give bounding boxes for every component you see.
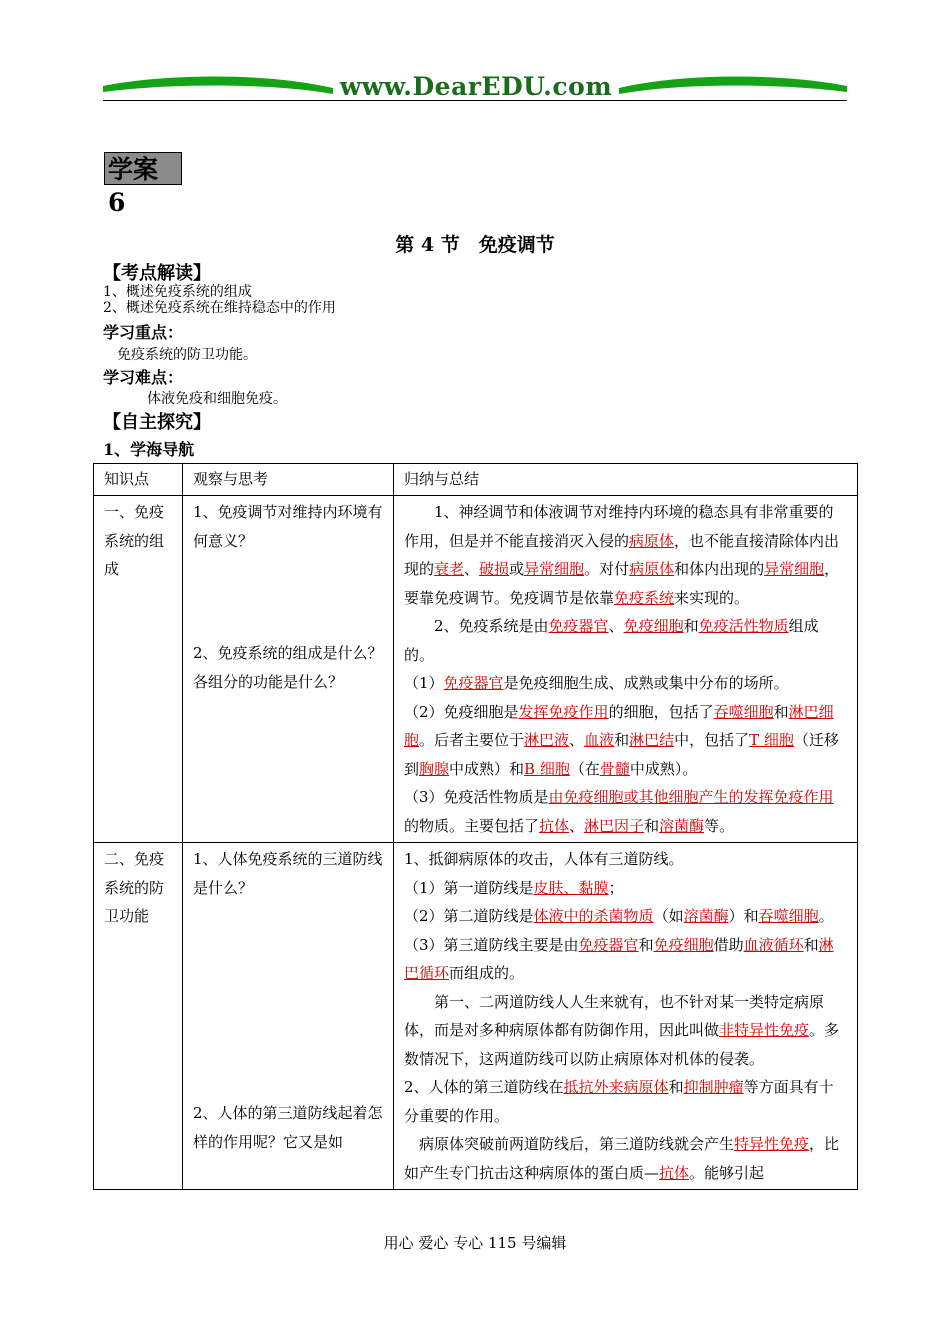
summary-para <box>404 931 847 988</box>
answer-blank: 抑制肿瘤 <box>683 1078 744 1096</box>
knowledge-cell: 二、免疫系统的防卫功能 <box>94 843 183 1190</box>
summary-para <box>404 902 847 931</box>
question-text: 1、免疫调节对维持内环境有何意义？ <box>193 503 383 550</box>
answer-blank: 非特异性免疫 <box>719 1021 810 1039</box>
summary-para <box>404 669 847 698</box>
summary-text: 病原体突破前两道防线后，第三道防线就会产生 <box>404 1135 735 1153</box>
summary-text: 中，包括了 <box>674 731 750 749</box>
answer-blank: 淋巴循环 <box>404 935 834 982</box>
summary-text: 。 <box>818 907 834 925</box>
answer-blank: 由免疫细胞或其他细胞产生的发挥免疫作用 <box>548 788 834 806</box>
summary-text: （在 <box>569 759 600 778</box>
section-nandian: 学习难点： <box>103 368 184 387</box>
answer-blank: 免疫器官 <box>443 674 504 692</box>
summary-text: 是免疫细胞生成、成熟或集中分布的场所。 <box>503 674 789 692</box>
summary-text: 和 <box>803 935 819 954</box>
answer-blank: 抗体 <box>659 1163 690 1182</box>
summary-text: 1、神经调节和体液调节对维持内环境的稳态具有非常重要的作用，但是并不能直接消灭入侵的 <box>404 503 834 550</box>
summary-text: （1）第一道防线是 <box>404 878 534 897</box>
summary-text: 来实现的。 <box>674 588 750 607</box>
answer-blank: 破损 <box>479 560 510 578</box>
answer-blank: 溶菌酶 <box>683 907 729 925</box>
answer-blank: 淋巴细胞 <box>404 702 834 749</box>
section-kaodian: 【考点解读】 <box>103 263 211 284</box>
summary-text: 等方面具有十分重要的作用。 <box>404 1078 834 1125</box>
section-xuehai: 1、学海导航 <box>103 440 195 459</box>
summary-text: 和 <box>644 816 660 835</box>
summary-text: 的物质。主要包括了 <box>404 816 540 835</box>
answer-blank: 溶菌酶 <box>659 816 705 835</box>
summary-text: 2、人体的第三道防线在 <box>404 1078 564 1096</box>
summary-text: （2）第二道防线是 <box>404 907 534 925</box>
summary-text: （如 <box>653 907 684 925</box>
summary-text: 、 <box>569 816 585 835</box>
summary-text: ，比如产生专门抗击这种病原体的蛋白质— <box>404 1135 840 1182</box>
summary-text: ，也不能直接清除体内出现的 <box>404 531 840 578</box>
summary-text: （2）免疫细胞是 <box>404 702 519 721</box>
header-rule <box>103 100 847 101</box>
summary-para <box>404 498 847 612</box>
page-title: 第 4 节 免疫调节 <box>395 234 555 256</box>
lesson-badge: 学案 6 <box>104 152 182 185</box>
site-header <box>103 70 847 104</box>
summary-text: 2、免疫系统是由 <box>404 617 549 635</box>
answer-blank: 皮肤、黏膜 <box>533 878 609 897</box>
answer-blank: 病原体 <box>629 531 675 550</box>
answer-blank: 病原体 <box>629 560 675 578</box>
answer-blank: 吞噬细胞 <box>713 702 774 721</box>
summary-text: （迁移到 <box>404 731 839 778</box>
summary-para <box>404 1130 847 1187</box>
summary-text: 中成熟）。 <box>629 759 698 778</box>
summary-text: 的细胞，包括了 <box>608 702 714 721</box>
summary-para <box>404 845 847 874</box>
summary-text: 等。 <box>704 816 735 835</box>
header-knowledge: 知识点 <box>94 464 183 496</box>
summary-para <box>404 698 847 784</box>
summary-text: ，要靠免疫调节。免疫调节是依靠 <box>404 560 840 607</box>
summary-para <box>404 783 847 840</box>
zhongdian-text: 免疫系统的防卫功能。 <box>117 347 257 363</box>
nandian-text: 体液免疫和细胞免疫。 <box>147 391 287 407</box>
answer-blank: 特异性免疫 <box>734 1135 810 1153</box>
answer-blank: 异常细胞 <box>764 560 825 578</box>
summary-text: 借助 <box>713 935 744 954</box>
summary-text: （3）免疫活性物质是 <box>404 788 549 806</box>
table-row <box>94 843 858 1190</box>
answer-blank: T 细胞 <box>749 731 794 749</box>
answer-blank: 淋巴因子 <box>584 816 645 835</box>
summary-text: 和 <box>614 731 630 749</box>
summary-text: 和体内出现的 <box>674 560 765 578</box>
summary-text: 和 <box>668 1078 684 1096</box>
summary-text: 。多数情况下，这两道防线可以防止病原体对机体的侵袭。 <box>404 1021 840 1068</box>
answer-blank: 异常细胞 <box>524 560 585 578</box>
summary-para <box>404 612 847 669</box>
summary-text: 和 <box>683 617 699 635</box>
answer-blank: 衰老 <box>434 560 465 578</box>
answer-blank: 吞噬细胞 <box>758 907 819 925</box>
summary-para <box>404 988 847 1074</box>
answer-blank: 胸腺 <box>419 759 450 778</box>
answer-blank: 骨髓 <box>599 759 630 778</box>
summary-text: 。后者主要位于 <box>419 731 525 749</box>
summary-text: 和 <box>638 935 654 954</box>
section-zizhu: 【自主探究】 <box>103 412 211 433</box>
question-cell <box>183 843 394 1190</box>
knowledge-cell: 一、免疫系统的组成 <box>94 496 183 843</box>
summary-text: 、 <box>569 731 585 749</box>
summary-text: 、 <box>464 560 480 578</box>
header-summary: 归纳与总结 <box>394 464 858 496</box>
study-table <box>93 463 858 1190</box>
answer-blank: 淋巴结 <box>629 731 675 749</box>
answer-blank: 免疫器官 <box>548 617 609 635</box>
answer-blank: 免疫器官 <box>578 935 639 954</box>
summary-text: 和 <box>773 702 789 721</box>
summary-text: 、 <box>608 617 624 635</box>
summary-para <box>404 1073 847 1130</box>
table-header-row <box>94 464 858 496</box>
answer-blank: B 细胞 <box>524 759 570 778</box>
summary-text: （1） <box>404 674 444 692</box>
summary-text: （3）第三道防线主要是由 <box>404 935 579 954</box>
summary-text: 1、抵御病原体的攻击，人体有三道防线。 <box>404 850 684 868</box>
summary-cell <box>394 496 858 843</box>
summary-text: 中成熟）和 <box>449 759 525 778</box>
kaodian-item-1: 1、概述免疫系统的组成 <box>103 284 252 300</box>
question-text: 1、人体免疫系统的三道防线是什么？ <box>193 850 383 897</box>
site-logo-text[interactable]: www.DearEDU.com <box>339 72 613 101</box>
summary-text: ）和 <box>728 907 759 925</box>
answer-blank: 免疫系统 <box>614 588 675 607</box>
summary-para <box>404 874 847 903</box>
header-observe: 观察与思考 <box>183 464 394 496</box>
question-text: 2、免疫系统的组成是什么？各组分的功能是什么？ <box>193 644 383 691</box>
answer-blank: 发挥免疫作用 <box>518 702 609 721</box>
page-footer: 用心 爱心 专心 115 号编辑 <box>383 1234 567 1252</box>
question-cell <box>183 496 394 843</box>
answer-blank: 抵抗外来病原体 <box>563 1078 669 1096</box>
summary-text: 第一、二两道防线人人生来就有，也不针对某一类特定病原体，而是对多种病原体都有防御作用，因此叫做 <box>404 992 825 1039</box>
answer-blank: 血液 <box>584 731 615 749</box>
summary-text: 。能够引起 <box>689 1163 765 1182</box>
answer-blank: 体液中的杀菌物质 <box>533 907 654 925</box>
answer-blank: 淋巴液 <box>524 731 570 749</box>
table-row <box>94 496 858 843</box>
answer-blank: 血液循环 <box>743 935 804 954</box>
summary-text: ； <box>608 878 624 897</box>
answer-blank: 免疫活性物质 <box>698 617 789 635</box>
answer-blank: 免疫细胞 <box>623 617 684 635</box>
kaodian-item-2: 2、概述免疫系统在维持稳态中的作用 <box>103 300 336 316</box>
summary-text: 。对付 <box>584 560 630 578</box>
section-zhongdian: 学习重点： <box>103 323 184 342</box>
answer-blank: 免疫细胞 <box>653 935 714 954</box>
summary-cell <box>394 843 858 1190</box>
answer-blank: 抗体 <box>539 816 570 835</box>
question-text: 2、人体的第三道防线起着怎样的作用呢？它又是如 <box>193 1104 383 1151</box>
summary-text: 组成的。 <box>404 617 819 664</box>
summary-text: 而组成的。 <box>449 964 525 982</box>
summary-text: 或 <box>509 560 525 578</box>
